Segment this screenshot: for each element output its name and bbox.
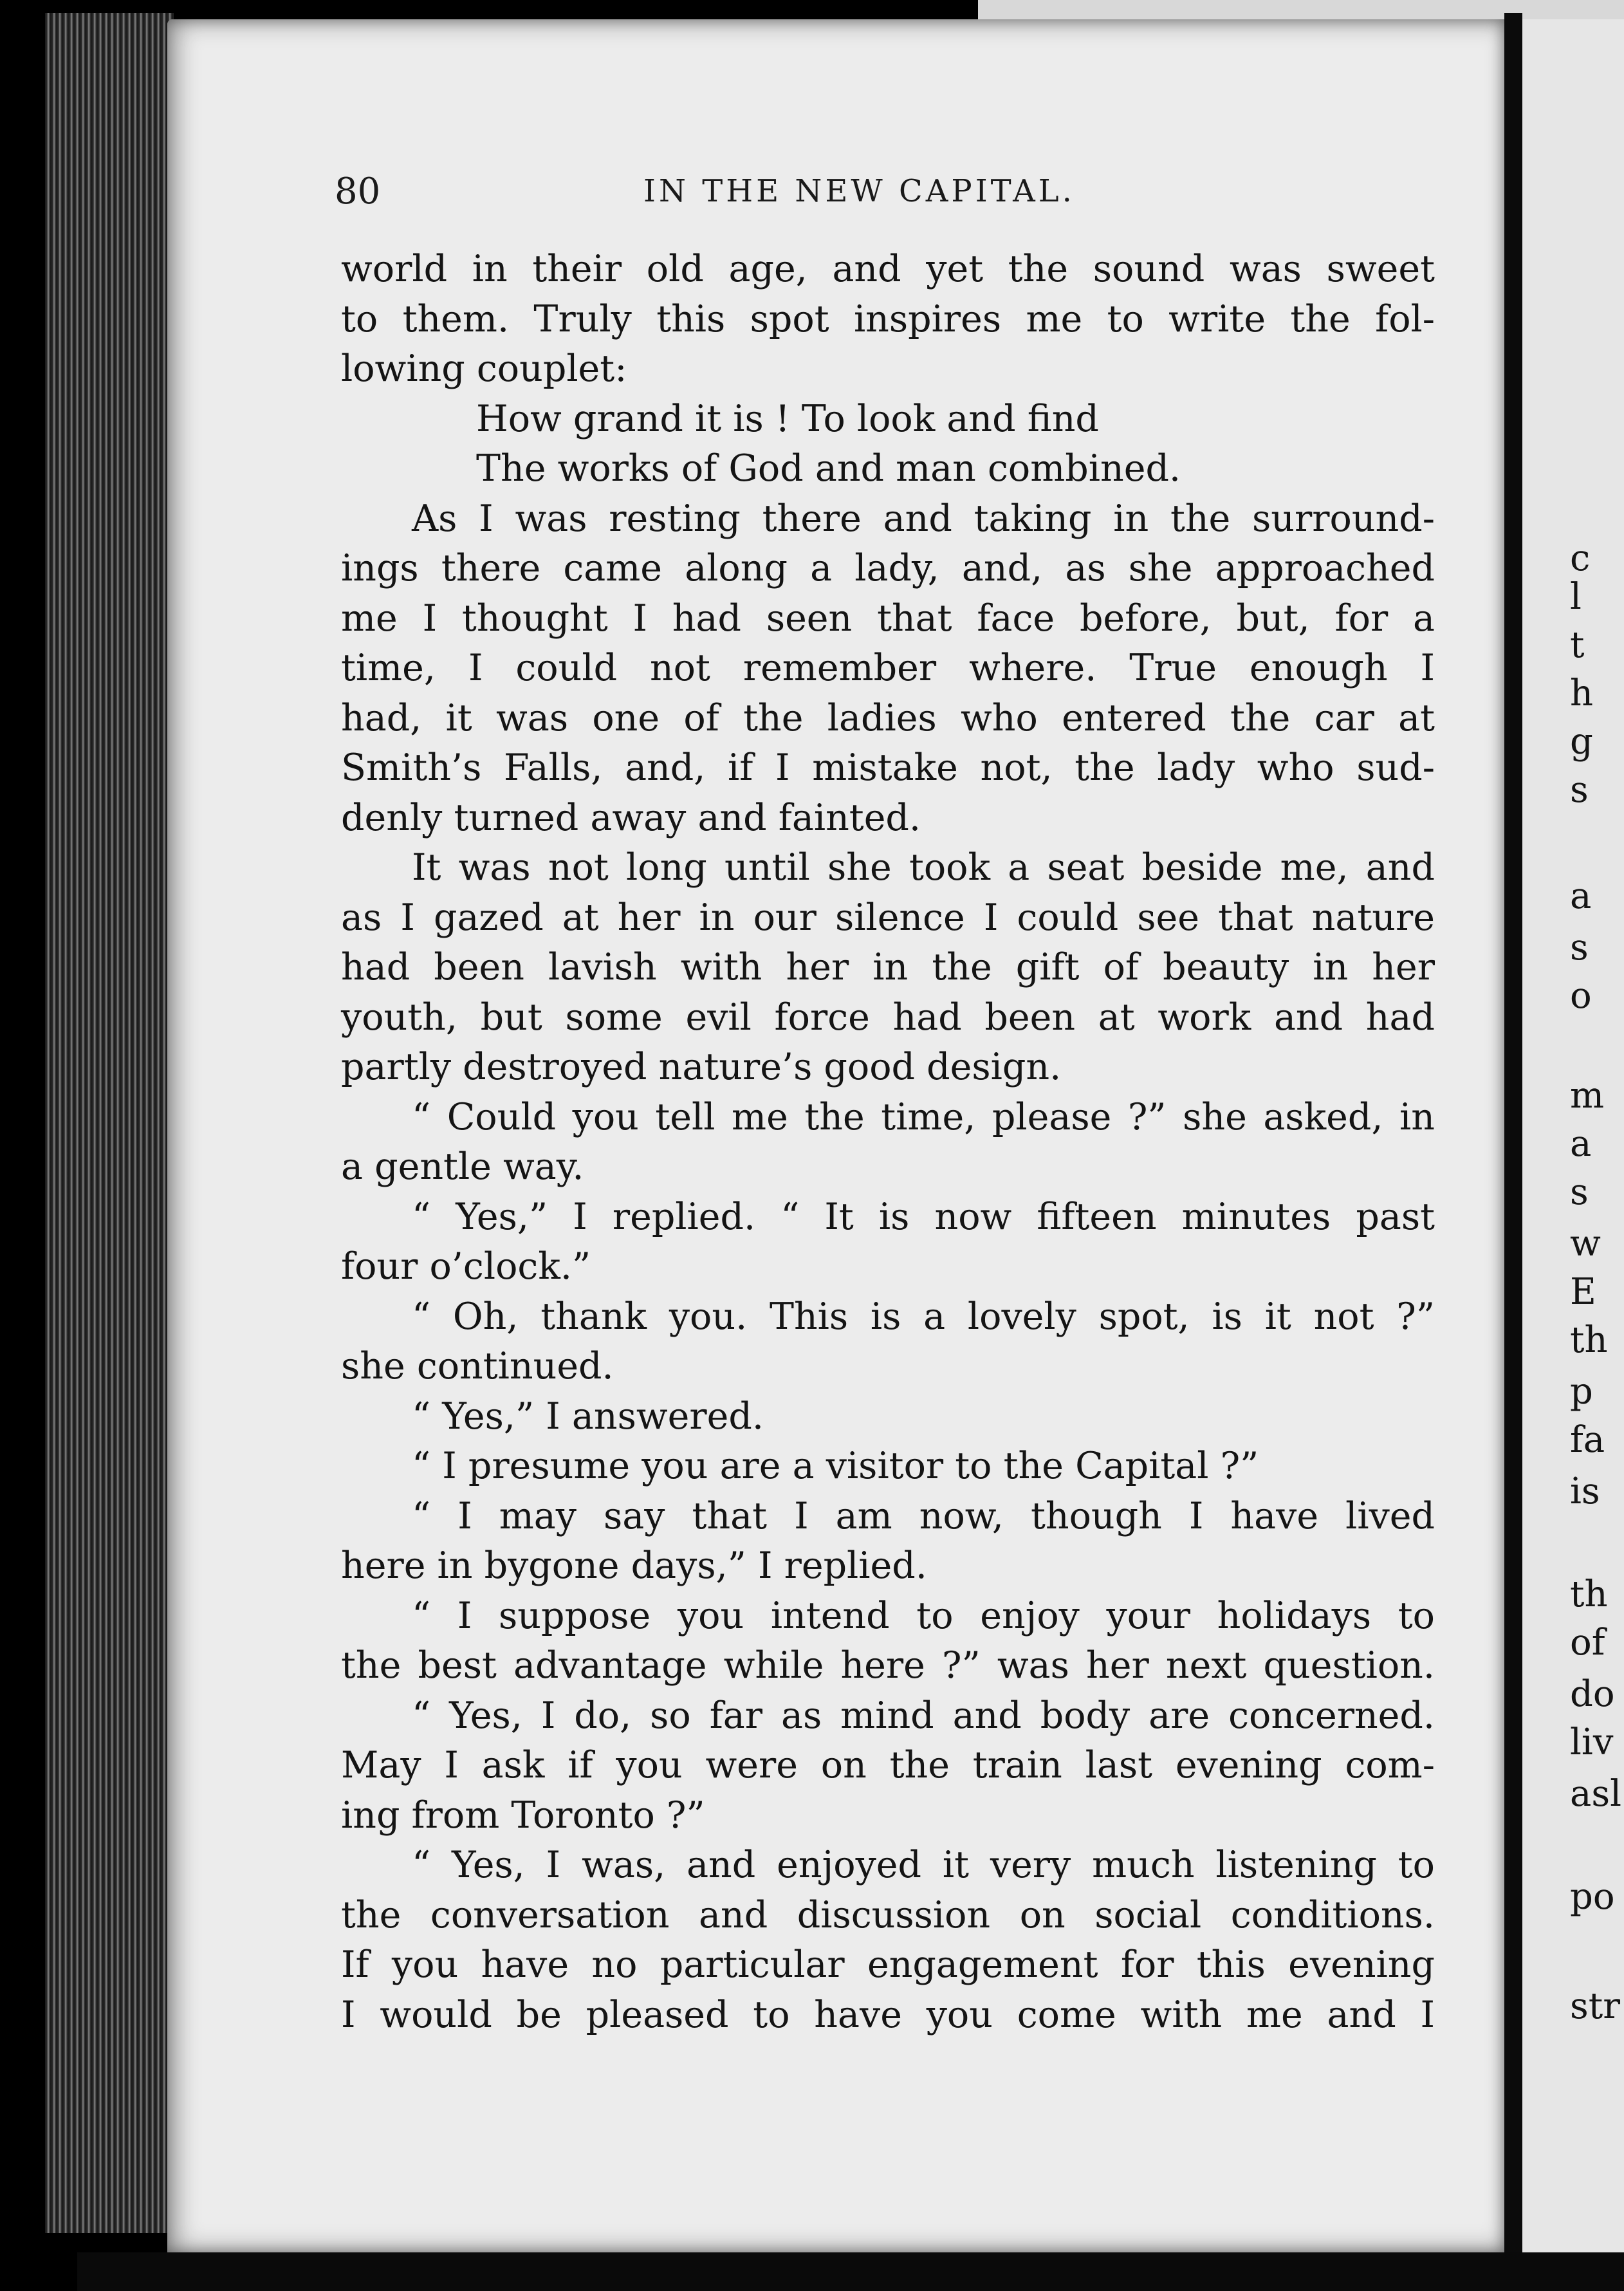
text-line: a gentle way.: [341, 1146, 584, 1188]
facing-page-fragment: s: [1570, 769, 1589, 811]
text-line: “ I may say that I am now, though I have lived: [412, 1494, 1435, 1537]
facing-page-fragment: do: [1570, 1673, 1615, 1715]
text-line: to them. Truly this spot inspires me to write the fol-: [341, 297, 1435, 340]
facing-page-fragment: of: [1570, 1622, 1605, 1664]
facing-page-fragment: fa: [1570, 1419, 1605, 1461]
text-line: time, I could not remember where. True enough I: [341, 647, 1435, 689]
text-line: here in bygone days,” I replied.: [341, 1544, 927, 1587]
facing-page-fragment: w: [1570, 1223, 1601, 1265]
text-line: “ I presume you are a visitor to the Capital ?”: [412, 1445, 1259, 1487]
facing-page-fragment: a: [1570, 1123, 1592, 1165]
text-line: May I ask if you were on the train last evening com-: [341, 1744, 1435, 1786]
text-line: four o’clock.”: [341, 1245, 591, 1288]
facing-page-fragment: po: [1570, 1876, 1615, 1918]
text-line: me I thought I had seen that face before, but, for a: [341, 597, 1435, 640]
text-line: I would be pleased to have you come with me and I: [341, 1993, 1435, 2036]
text-line: “ Could you tell me the time, please ?” she asked, in: [412, 1095, 1435, 1138]
text-line: had, it was one of the ladies who entered the car at: [341, 696, 1435, 739]
facing-page-fragment: str: [1570, 1985, 1621, 2027]
page-number: 80: [335, 171, 381, 212]
text-line: ing from Toronto ?”: [341, 1794, 705, 1837]
text-line: ings there came along a lady, and, as she approached: [341, 547, 1435, 589]
facing-page-fragment: E: [1570, 1271, 1596, 1313]
facing-page-fragment: liv: [1570, 1721, 1614, 1763]
text-line: partly destroyed nature’s good design.: [341, 1046, 1062, 1088]
facing-page-fragment: o: [1570, 975, 1592, 1017]
text-line: “ Yes, I was, and enjoyed it very much listening to: [412, 1844, 1435, 1886]
text-line: lowing couplet:: [341, 348, 627, 390]
text-line: world in their old age, and yet the sound was sweet: [341, 248, 1435, 290]
text-line: If you have no particular engagement for this evening: [341, 1943, 1435, 1986]
verse-line: The works of God and man combined.: [476, 447, 1181, 490]
text-line: as I gazed at her in our silence I could see that nature: [341, 896, 1435, 939]
text-line: youth, but some evil force had been at work and had: [341, 996, 1435, 1039]
adjacent-page-top-edge: [978, 0, 1624, 19]
facing-page-fragment: l: [1570, 576, 1582, 618]
facing-page-fragment: h: [1570, 672, 1594, 714]
running-title: IN THE NEW CAPITAL.: [643, 173, 1075, 209]
facing-page-fragment: is: [1570, 1470, 1600, 1512]
text-line: It was not long until she took a seat beside me, and: [412, 846, 1435, 889]
facing-page-fragment: t: [1570, 624, 1585, 666]
text-line: the conversation and discussion on social conditions.: [341, 1893, 1435, 1936]
text-line: she continued.: [341, 1345, 614, 1387]
facing-page-fragment: th: [1570, 1319, 1608, 1361]
book-gutter: [1504, 13, 1522, 2272]
facing-page-fragment: asl: [1570, 1773, 1622, 1815]
text-line: Smith’s Falls, and, if I mistake not, the lady who sud-: [341, 747, 1435, 789]
text-line: denly turned away and fainted.: [341, 796, 921, 839]
facing-page-fragment: th: [1570, 1573, 1608, 1615]
text-line: As I was resting there and taking in the surround-: [412, 497, 1435, 540]
facing-page-fragment: s: [1570, 927, 1589, 969]
facing-page-fragment: m: [1570, 1075, 1605, 1117]
text-line: “ Yes, I do, so far as mind and body are concerned.: [412, 1694, 1435, 1737]
facing-page-fragment: p: [1570, 1371, 1593, 1413]
text-line: “ I suppose you intend to enjoy your holidays to: [412, 1594, 1435, 1637]
text-line: “ Yes,” I answered.: [412, 1395, 764, 1438]
page-edges-stack: [45, 13, 174, 2233]
text-line: had been lavish with her in the gift of beauty in her: [341, 946, 1435, 988]
text-line: “ Oh, thank you. This is a lovely spot, is it not ?”: [412, 1295, 1435, 1338]
body-text: [341, 245, 1435, 2040]
text-line: the best advantage while here ?” was her next question.: [341, 1644, 1435, 1687]
facing-page-fragment: c: [1570, 537, 1591, 579]
text-line: “ Yes,” I replied. “ It is now fifteen minutes past: [412, 1195, 1435, 1238]
facing-page-fragment: g: [1570, 721, 1593, 763]
verse-line: How grand it is ! To look and find: [476, 397, 1099, 440]
facing-page-fragment: s: [1570, 1171, 1589, 1213]
bottom-shadow: [77, 2252, 1624, 2291]
facing-page-fragment: a: [1570, 875, 1592, 917]
running-head: [335, 171, 1428, 222]
